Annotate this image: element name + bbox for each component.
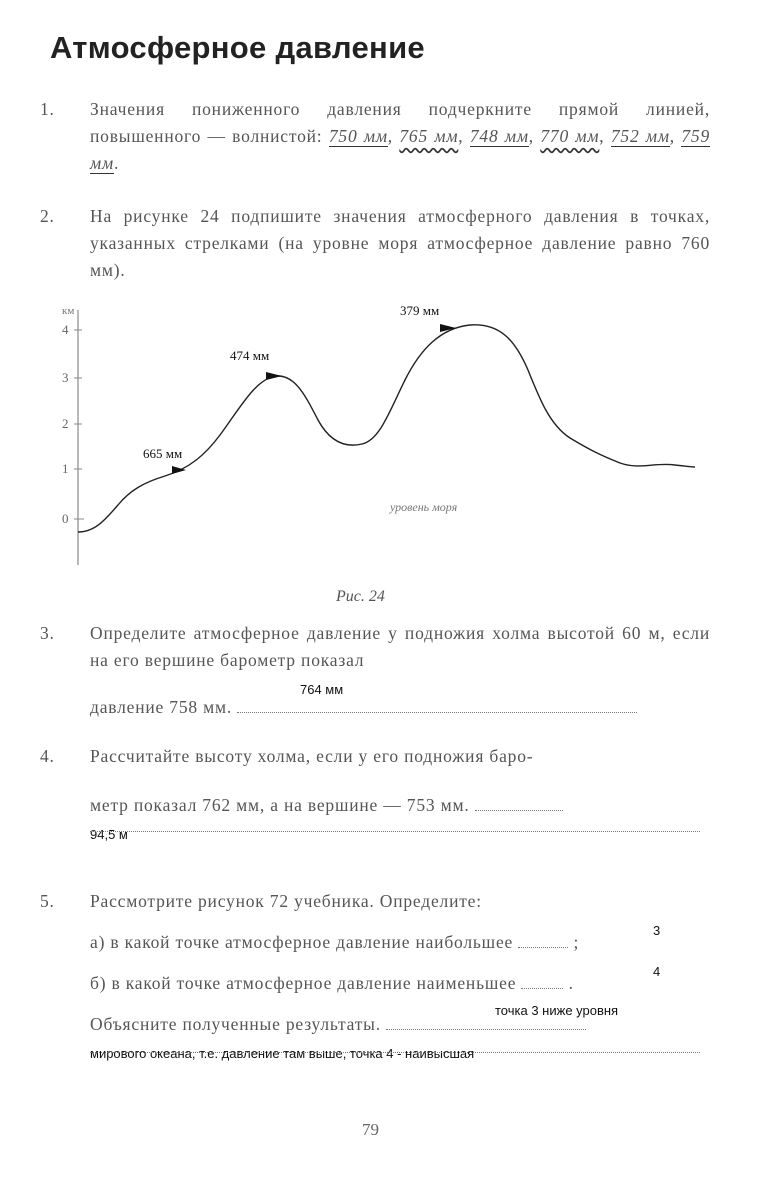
answer-field[interactable] — [90, 831, 700, 832]
answer-field[interactable] — [521, 988, 563, 989]
task-4 — [40, 743, 710, 849]
y-tick: 4 — [62, 322, 69, 337]
task-text: Рассмотрите рисунок 72 учебника. Определите: — [90, 891, 482, 911]
task-number: 4. — [40, 746, 55, 766]
value-low: 750 мм — [328, 126, 388, 146]
answer-field[interactable] — [475, 810, 563, 811]
answer-field[interactable] — [518, 947, 568, 948]
task-number: 3. — [40, 623, 55, 643]
y-tick: 0 — [62, 511, 69, 526]
task-2 — [40, 203, 710, 284]
value-high: 765 мм — [399, 126, 459, 146]
task-number: 2. — [40, 206, 55, 226]
task-text: На рисунке 24 подпишите значения атмосферного давления в точках, указанных стрелками (на уровне моря атмосферное давление равно 760 мм). — [90, 206, 710, 280]
task-1: 1. Значения пониженного давления подчеркните прямой линией, повышенного — волнистой: 750 мм, 765 мм, 748 мм, 770 мм, 752 мм, 759 мм. — [40, 96, 710, 177]
question-b: б) в какой точке атмосферное давление наименьшее — [90, 973, 517, 993]
pressure-label: 665 мм — [143, 446, 183, 461]
handwritten-answer: точка 3 ниже уровня — [495, 1003, 619, 1018]
handwritten-answer: мирового океана, т.е. давление там выше, точка 4 - наивысшая — [90, 1046, 475, 1061]
value-low: 752 мм — [610, 126, 670, 146]
task-text: метр показал 762 мм, а на вершине — 753 мм. — [90, 795, 470, 815]
answer-field[interactable] — [237, 712, 637, 713]
arrow-icon — [266, 372, 282, 380]
pressure-label: 379 мм — [400, 303, 440, 318]
y-unit: км — [62, 305, 75, 317]
hill-profile-line — [78, 325, 695, 532]
hill-profile-figure — [0, 295, 767, 615]
page-title: Атмосферное давление — [50, 30, 425, 65]
sea-level-label: уровень моря — [390, 500, 458, 514]
question-a: а) в какой точке атмосферное давление наибольшее — [90, 932, 514, 952]
task-text: Значения пониженного давления подчеркните прямой линией, повышенного — волнистой: — [90, 99, 710, 146]
pressure-label: 474 мм — [230, 348, 270, 363]
value-low: 759 мм — [90, 126, 710, 173]
value-high: 770 мм — [540, 126, 600, 146]
y-tick: 1 — [62, 461, 69, 476]
y-tick: 2 — [62, 416, 69, 431]
handwritten-answer: 764 мм — [300, 682, 344, 697]
task-text: давление 758 мм. — [90, 697, 233, 717]
task-text: Рассчитайте высоту холма, если у его подножия баро- — [90, 746, 534, 766]
figure-caption: Рис. 24 — [336, 588, 385, 605]
value-low: 748 мм — [469, 126, 529, 146]
explain-prompt: Объясните полученные результаты. — [90, 1014, 381, 1034]
arrow-icon — [172, 466, 186, 474]
task-number: 5. — [40, 891, 55, 911]
y-tick: 3 — [62, 370, 69, 385]
handwritten-answer: 3 — [653, 923, 661, 938]
task-5: 5. Рассмотрите рисунок 72 учебника. Определите: а) в какой точке атмосферное давление наибольшее ; 3 б) в какой точке атмосферное давление наименьшее . 4 Объясните полученные результаты. точка 3 ниже уровня мирового океана, т.е. давление там выше, точка 4 - наивысшая — [40, 888, 710, 1068]
answer-field[interactable] — [90, 1052, 700, 1053]
handwritten-answer: 94,5 м — [90, 827, 128, 842]
task-number: 1. — [40, 99, 55, 119]
task-3 — [40, 620, 710, 721]
answer-field[interactable] — [386, 1029, 586, 1030]
handwritten-answer: 4 — [653, 964, 661, 979]
page-number: 79 — [362, 1120, 379, 1139]
task-text: Определите атмосферное давление у подножия холма высотой 60 м, если на его вершине барометр показал — [90, 623, 710, 670]
